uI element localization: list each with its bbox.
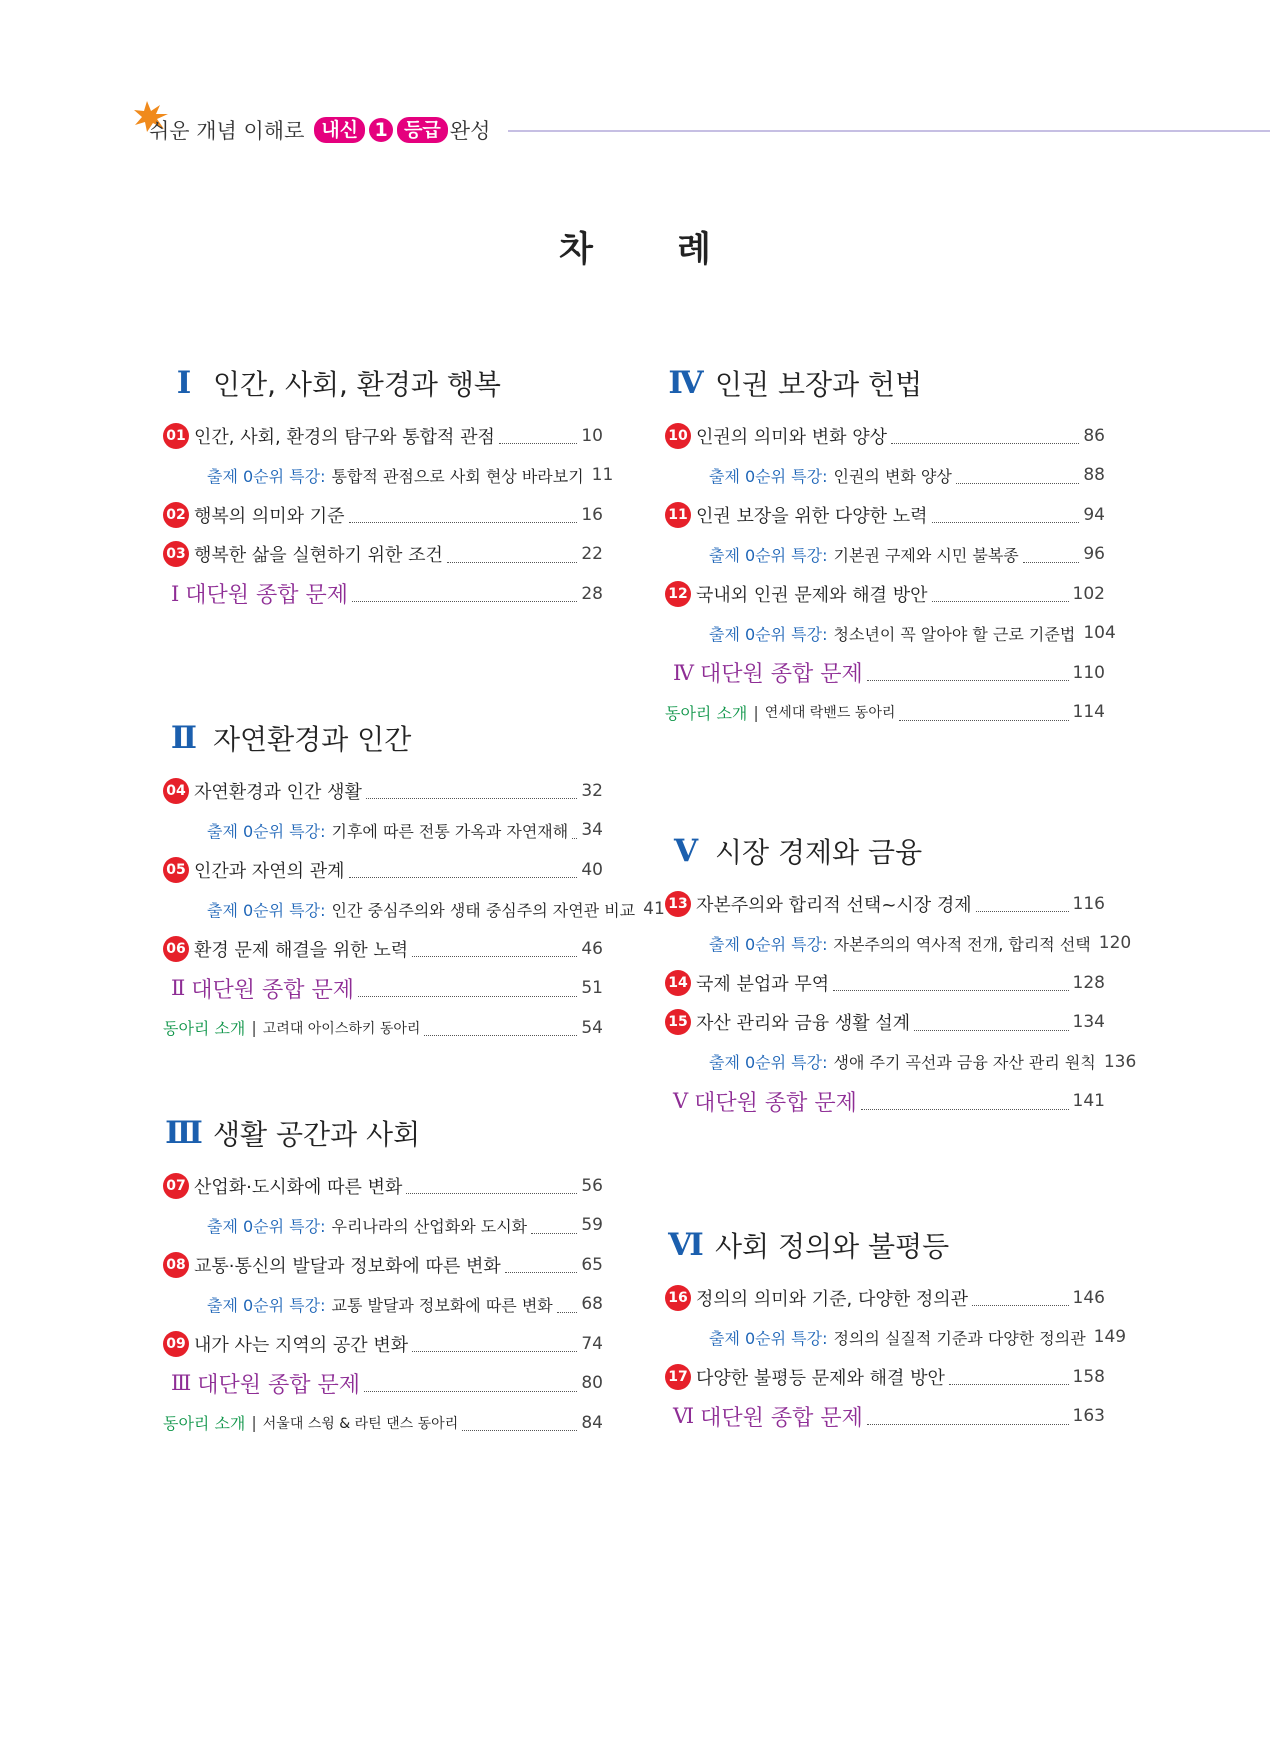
chapter-number-badge: 14 — [665, 970, 691, 996]
chapter-number-badge: 06 — [163, 936, 189, 962]
dot-leader — [557, 1312, 578, 1313]
club-intro-tag: 동아리 소개 — [163, 1414, 246, 1434]
page-number: 59 — [581, 1215, 603, 1236]
club-intro-title: 서울대 스윙 & 라틴 댄스 동아리 — [262, 1415, 459, 1432]
toc-unit-row[interactable] — [665, 1397, 1105, 1437]
chapter-title: 행복한 삶을 실현하기 위한 조건 — [194, 545, 443, 567]
page-header — [133, 99, 1270, 143]
special-lecture-title: 청소년이 꼭 알아야 할 근로 기준법 — [833, 624, 1076, 644]
chapter-number-badge: 04 — [163, 778, 189, 804]
unit-roman-numeral: Ⅱ — [171, 976, 186, 1001]
section-title: 시장 경제와 금융 — [715, 836, 923, 869]
club-intro-title: 고려대 아이스하키 동아리 — [262, 1020, 421, 1037]
chapter-title: 환경 문제 해결을 위한 노력 — [194, 939, 409, 961]
page-number: 68 — [581, 1294, 603, 1315]
dot-leader — [531, 1233, 577, 1234]
page-number: 34 — [581, 820, 603, 841]
chapter-number-badge: 11 — [665, 502, 691, 528]
page-number: 88 — [1083, 465, 1105, 486]
chapter-number-badge: 12 — [665, 581, 691, 607]
toc-sub-row[interactable] — [163, 890, 665, 930]
page-number: 46 — [581, 938, 603, 959]
chapter-title: 행복의 의미와 기준 — [194, 505, 345, 527]
page-number: 102 — [1072, 583, 1105, 604]
chapter-number-badge: 17 — [665, 1364, 691, 1390]
dot-leader — [572, 838, 577, 839]
section-heading — [665, 828, 1105, 874]
dot-leader — [833, 990, 1068, 991]
page-number: 116 — [1072, 893, 1105, 914]
chapter-title: 자본주의와 합리적 선택~시장 경제 — [696, 894, 972, 916]
special-lecture-tag: 출제 0순위 특강: — [207, 466, 326, 486]
dot-leader — [412, 1351, 577, 1352]
toc-unit-row[interactable] — [163, 1364, 603, 1404]
dot-leader — [932, 601, 1069, 602]
page-number: 28 — [581, 583, 603, 604]
chapter-title: 산업화·도시화에 따른 변화 — [194, 1176, 403, 1198]
toc-unit-row[interactable] — [665, 1082, 1105, 1122]
toc-chapter-row[interactable] — [163, 535, 603, 575]
dot-leader — [1023, 562, 1080, 563]
section-roman-numeral: Ⅰ — [176, 365, 192, 401]
chapter-number-badge: 10 — [665, 423, 691, 449]
section-heading — [665, 360, 1105, 406]
toc-chapter-row[interactable] — [163, 1166, 603, 1206]
chapter-title: 교통·통신의 발달과 정보화에 따른 변화 — [194, 1255, 501, 1277]
page-number: 84 — [581, 1412, 603, 1433]
section-heading — [163, 360, 603, 406]
toc-chapter-row[interactable] — [665, 574, 1105, 614]
chapter-number-badge: 02 — [163, 502, 189, 528]
page-number: 54 — [581, 1017, 603, 1038]
page-number: 146 — [1072, 1287, 1105, 1308]
section-roman-numeral: Ⅱ — [170, 720, 198, 756]
toc-chapter-row[interactable] — [665, 963, 1105, 1003]
dot-leader — [364, 1391, 577, 1392]
page-number: 32 — [581, 780, 603, 801]
dot-leader — [891, 443, 1079, 444]
header-pill-naesin: 내신 — [314, 117, 365, 143]
unit-review-title: 대단원 종합 문제 — [197, 1372, 361, 1398]
dot-leader — [447, 562, 577, 563]
page-number: 74 — [581, 1333, 603, 1354]
chapter-title: 국제 분업과 무역 — [696, 973, 830, 995]
toc-club-row[interactable] — [163, 1008, 603, 1048]
club-intro-tag: 동아리 소개 — [163, 1019, 246, 1039]
toc-sub-row[interactable] — [665, 535, 1105, 575]
dot-leader — [861, 1109, 1069, 1110]
page-number: 141 — [1072, 1091, 1105, 1112]
header-slogan — [149, 115, 490, 145]
section-heading — [163, 715, 603, 761]
chapter-number-badge: 13 — [665, 891, 691, 917]
chapter-title: 다양한 불평등 문제와 해결 방안 — [696, 1367, 945, 1389]
special-lecture-title: 교통 발달과 정보화에 따른 변화 — [331, 1295, 553, 1315]
section-title: 자연환경과 인간 — [213, 723, 412, 756]
toc-sub-row[interactable] — [665, 456, 1105, 496]
special-lecture-title: 통합적 관점으로 사회 현상 바라보기 — [331, 466, 584, 486]
page-number: 11 — [591, 465, 614, 486]
chapter-title: 인권의 의미와 변화 양상 — [696, 426, 888, 448]
page-title: 차 례 — [559, 230, 747, 270]
toc-club-row[interactable] — [163, 1403, 603, 1443]
dot-leader — [976, 911, 1069, 912]
page-number: 51 — [581, 978, 603, 999]
section-2 — [163, 715, 665, 1048]
chapter-title: 인간, 사회, 환경의 탐구와 통합적 관점 — [194, 426, 495, 448]
toc-chapter-row[interactable] — [163, 771, 603, 811]
section-heading — [665, 1222, 1105, 1268]
special-lecture-title: 인권의 변화 양상 — [833, 466, 952, 486]
toc-chapter-row[interactable] — [163, 1245, 603, 1285]
dot-leader — [349, 522, 578, 523]
unit-roman-numeral: Ⅰ — [171, 581, 180, 606]
dot-leader — [358, 996, 577, 997]
toc-chapter-row[interactable] — [163, 929, 603, 969]
special-lecture-tag: 출제 0순위 특강: — [207, 900, 326, 920]
special-lecture-title: 자본주의의 역사적 전개, 합리적 선택 — [833, 934, 1091, 954]
dot-leader — [424, 1035, 577, 1036]
unit-roman-numeral: Ⅴ — [673, 1089, 689, 1114]
page-number: 149 — [1093, 1327, 1127, 1348]
dot-leader — [899, 720, 1068, 721]
section-roman-numeral: Ⅴ — [673, 833, 699, 869]
page-number: 10 — [581, 425, 603, 446]
section-title: 생활 공간과 사회 — [213, 1118, 421, 1151]
toc-sub-row[interactable] — [665, 614, 1116, 654]
chapter-number-badge: 01 — [163, 423, 189, 449]
toc-sub-row[interactable] — [163, 1206, 603, 1246]
section-roman-numeral: Ⅳ — [668, 365, 704, 401]
toc-sub-row[interactable] — [163, 456, 614, 496]
chapter-title: 국내외 인권 문제와 해결 방안 — [696, 584, 928, 606]
page-number: 158 — [1072, 1366, 1105, 1387]
chapter-number-badge: 08 — [163, 1252, 189, 1278]
chapter-number-badge: 05 — [163, 857, 189, 883]
chapter-title: 인간과 자연의 관계 — [194, 860, 345, 882]
page-number: 94 — [1083, 504, 1105, 525]
dot-leader — [406, 1193, 577, 1194]
toc-sub-row[interactable] — [665, 1042, 1137, 1082]
page-number: 120 — [1098, 933, 1132, 954]
section-heading — [163, 1110, 603, 1156]
special-lecture-title: 생애 주기 곡선과 금융 자산 관리 원칙 — [833, 1053, 1096, 1073]
toc-sub-row[interactable] — [163, 1285, 603, 1325]
chapter-number-badge: 16 — [665, 1285, 691, 1311]
header-suffix: 완성 — [449, 119, 491, 143]
dot-leader — [352, 601, 577, 602]
special-lecture-tag: 출제 0순위 특강: — [709, 1053, 828, 1073]
chapter-number-badge: 07 — [163, 1173, 189, 1199]
special-lecture-tag: 출제 0순위 특강: — [709, 1328, 828, 1348]
section-3 — [163, 1110, 603, 1443]
page-number: 16 — [581, 504, 603, 525]
dot-leader — [932, 522, 1080, 523]
section-roman-numeral: Ⅵ — [668, 1227, 704, 1263]
header-pill-grade: 등급 — [397, 117, 448, 143]
unit-review-title: 대단원 종합 문제 — [699, 662, 863, 688]
section-roman-numeral: Ⅲ — [165, 1115, 203, 1151]
chapter-number-badge: 15 — [665, 1009, 691, 1035]
chapter-title: 인권 보장을 위한 다양한 노력 — [696, 505, 928, 527]
page-number: 56 — [581, 1175, 603, 1196]
unit-review-title: 대단원 종합 문제 — [191, 977, 355, 1003]
special-lecture-tag: 출제 0순위 특강: — [207, 1216, 326, 1236]
chapter-title: 자연환경과 인간 생활 — [194, 781, 362, 803]
section-6 — [665, 1222, 1127, 1436]
unit-roman-numeral: Ⅳ — [673, 660, 694, 685]
dot-leader — [349, 877, 578, 878]
special-lecture-title: 기후에 따른 전통 가옥과 자연재해 — [331, 821, 569, 841]
unit-review-title: 대단원 종합 문제 — [700, 1405, 863, 1431]
section-5 — [665, 828, 1137, 1121]
unit-roman-numeral: Ⅵ — [673, 1404, 695, 1429]
dot-leader — [914, 1030, 1068, 1031]
special-lecture-title: 인간 중심주의와 생태 중심주의 자연관 비교 — [331, 900, 636, 920]
page-number: 80 — [581, 1373, 603, 1394]
toc-sub-row[interactable] — [665, 924, 1132, 964]
dot-leader — [867, 680, 1069, 681]
dot-leader — [462, 1430, 577, 1431]
header-pill-one: 1 — [369, 118, 393, 142]
chapter-number-badge: 03 — [163, 541, 189, 567]
section-title: 사회 정의와 불평등 — [715, 1230, 950, 1263]
toc-chapter-row[interactable] — [163, 495, 603, 535]
header-prefix: 쉬운 개념 이해로 — [149, 119, 305, 143]
page-number: 40 — [581, 859, 603, 880]
unit-roman-numeral: Ⅲ — [171, 1371, 192, 1396]
page-number: 41 — [643, 899, 665, 920]
page-number: 128 — [1072, 972, 1105, 993]
chapter-title: 자산 관리와 금융 생활 설계 — [696, 1013, 911, 1035]
toc-unit-row[interactable] — [163, 574, 603, 614]
section-1 — [163, 360, 614, 614]
club-intro-tag: 동아리 소개 — [665, 703, 748, 723]
chapter-number-badge: 09 — [163, 1331, 189, 1357]
unit-review-title: 대단원 종합 문제 — [694, 1090, 857, 1116]
dot-leader — [867, 1424, 1069, 1425]
dot-leader — [366, 798, 577, 799]
page-number: 86 — [1083, 425, 1105, 446]
special-lecture-title: 정의의 실질적 기준과 다양한 정의관 — [833, 1328, 1086, 1348]
club-intro-title: 연세대 락밴드 동아리 — [764, 705, 896, 722]
toc-unit-row[interactable] — [665, 653, 1105, 693]
toc-chapter-row[interactable] — [665, 416, 1105, 456]
special-lecture-tag: 출제 0순위 특강: — [709, 624, 828, 644]
separator-bar: | — [251, 1018, 257, 1038]
toc-club-row[interactable] — [665, 693, 1105, 733]
page-number: 96 — [1083, 544, 1105, 565]
toc-chapter-row[interactable] — [665, 884, 1105, 924]
dot-leader — [505, 1272, 578, 1273]
toc-chapter-row[interactable] — [665, 1278, 1105, 1318]
page-number: 104 — [1083, 623, 1116, 644]
separator-bar: | — [251, 1413, 257, 1433]
toc-chapter-row[interactable] — [163, 416, 603, 456]
page-number: 163 — [1072, 1406, 1105, 1427]
toc-chapter-row[interactable] — [163, 850, 603, 890]
page-number: 110 — [1072, 662, 1105, 683]
section-title: 인권 보장과 헌법 — [715, 368, 923, 401]
toc-sub-row[interactable] — [665, 1318, 1127, 1358]
page-number: 114 — [1072, 702, 1105, 723]
special-lecture-title: 기본권 구제와 시민 불복종 — [833, 545, 1019, 565]
dot-leader — [412, 956, 577, 957]
toc-chapter-row[interactable] — [163, 1324, 603, 1364]
page-number: 22 — [581, 544, 603, 565]
page-number: 65 — [581, 1254, 603, 1275]
toc-chapter-row[interactable] — [665, 495, 1105, 535]
dot-leader — [956, 483, 1080, 484]
special-lecture-tag: 출제 0순위 특강: — [709, 466, 828, 486]
chapter-title: 내가 사는 지역의 공간 변화 — [194, 1334, 409, 1356]
dot-leader — [949, 1384, 1069, 1385]
header-divider — [508, 130, 1270, 132]
unit-review-title: 대단원 종합 문제 — [185, 583, 349, 609]
chapter-title: 정의의 의미와 기준, 다양한 정의관 — [696, 1288, 969, 1310]
special-lecture-tag: 출제 0순위 특강: — [709, 934, 828, 954]
page-number: 134 — [1072, 1012, 1105, 1033]
toc-sub-row[interactable] — [163, 811, 603, 851]
toc-chapter-row[interactable] — [665, 1357, 1105, 1397]
dot-leader — [972, 1305, 1069, 1306]
section-4 — [665, 360, 1116, 732]
page-number: 136 — [1103, 1051, 1137, 1072]
special-lecture-tag: 출제 0순위 특강: — [709, 545, 828, 565]
special-lecture-tag: 출제 0순위 특강: — [207, 821, 326, 841]
toc-chapter-row[interactable] — [665, 1003, 1105, 1043]
special-lecture-title: 우리나라의 산업화와 도시화 — [331, 1216, 528, 1236]
toc-unit-row[interactable] — [163, 969, 603, 1009]
special-lecture-tag: 출제 0순위 특강: — [207, 1295, 326, 1315]
separator-bar: | — [753, 702, 759, 722]
section-title: 인간, 사회, 환경과 행복 — [213, 368, 501, 401]
dot-leader — [499, 443, 577, 444]
